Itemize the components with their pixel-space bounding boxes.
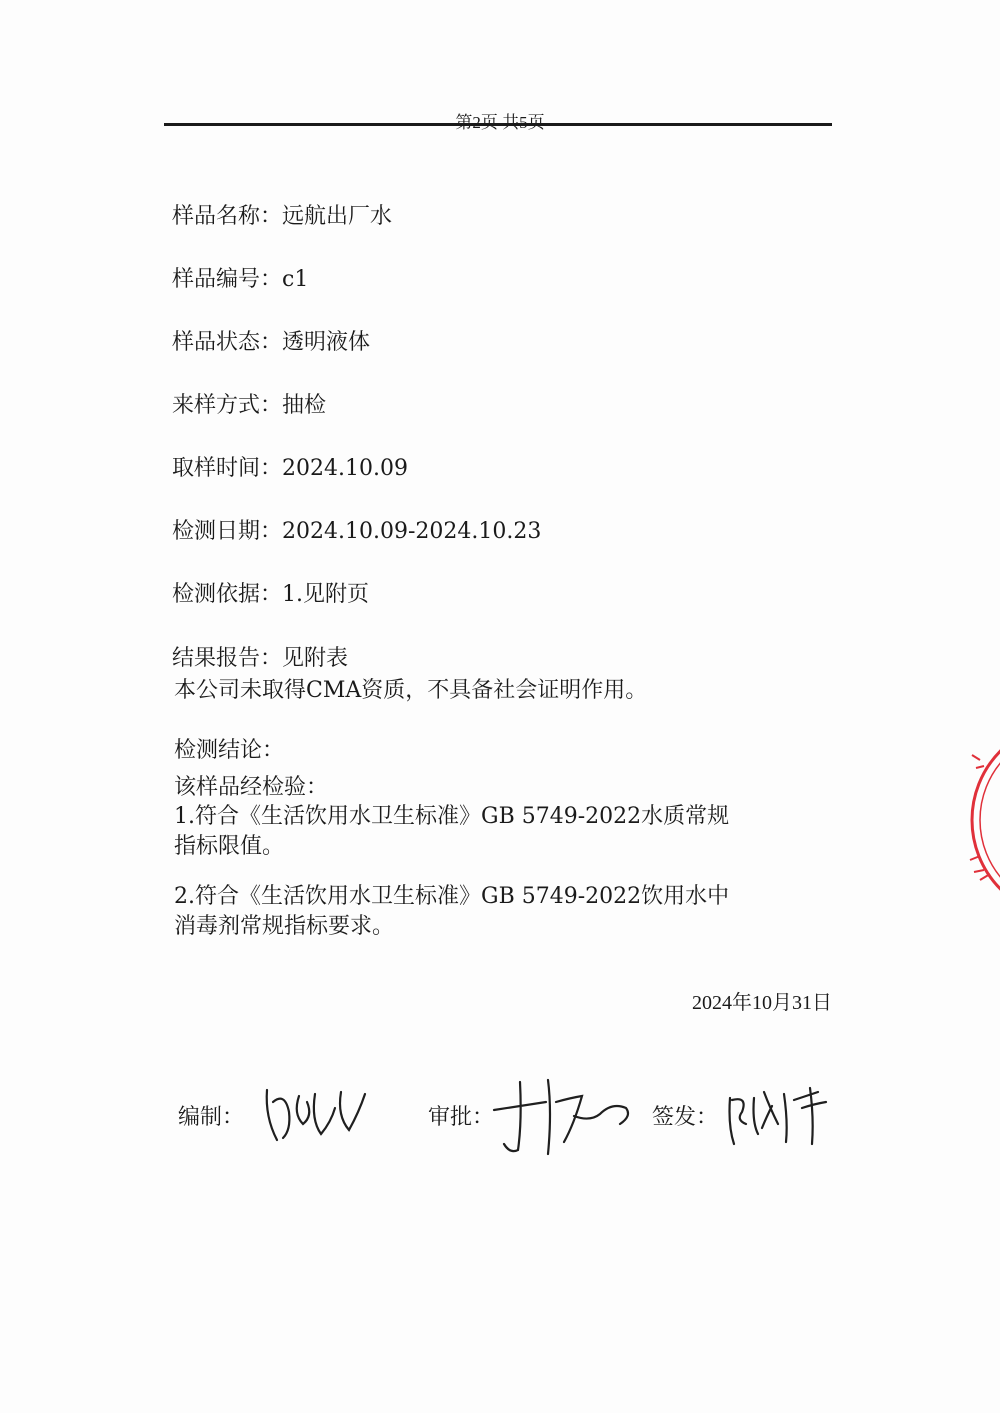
field-label: 检测依据：	[172, 582, 283, 607]
field-value: 见附表	[282, 646, 349, 671]
approved-label: 审批：	[428, 1105, 495, 1130]
conclusion-item-1: 1.符合《生活饮用水卫生标准》GB 5749-2022水质常规 指标限值。	[174, 804, 730, 859]
official-seal	[950, 720, 1000, 920]
compiled-label: 编制：	[178, 1105, 245, 1130]
field-label: 样品名称：	[172, 204, 283, 229]
field-sample-number	[172, 262, 308, 293]
field-test-date	[172, 514, 541, 545]
field-result-report	[172, 641, 348, 672]
field-label: 样品编号：	[172, 267, 283, 292]
field-value: 1.见附页	[282, 582, 370, 607]
conclusion-intro: 该样品经检验：	[174, 775, 329, 800]
field-sampling-method	[172, 388, 326, 419]
conclusion-item-2: 2.符合《生活饮用水卫生标准》GB 5749-2022饮用水中 消毒剂常规指标要求。	[174, 884, 730, 939]
field-value: c1	[282, 267, 309, 292]
field-value: 2024.10.09-2024.10.23	[282, 519, 542, 544]
field-label: 样品状态：	[172, 330, 283, 355]
compiled-signature	[255, 1072, 375, 1152]
field-test-basis	[172, 577, 369, 608]
issued-signature	[722, 1078, 842, 1158]
field-label: 结果报告：	[172, 646, 283, 671]
field-label: 检测日期：	[172, 519, 283, 544]
field-label: 取样时间：	[172, 456, 283, 481]
field-value: 抽检	[282, 393, 327, 418]
conclusion-heading: 检测结论：	[174, 738, 285, 763]
cma-note: 本公司未取得CMA资质，不具备社会证明作用。	[174, 678, 648, 703]
issued-label: 签发：	[652, 1105, 719, 1130]
field-sampling-time	[172, 451, 408, 482]
field-value: 远航出厂水	[282, 204, 393, 229]
page-number	[0, 108, 1000, 133]
report-date: 2024年10月31日	[692, 992, 832, 1014]
header-divider	[164, 123, 832, 126]
field-value: 2024.10.09	[282, 456, 408, 481]
field-sample-state	[172, 325, 370, 356]
field-label: 来样方式：	[172, 393, 283, 418]
approved-signature	[490, 1072, 640, 1162]
field-value: 透明液体	[282, 330, 371, 355]
field-sample-name	[172, 199, 392, 230]
